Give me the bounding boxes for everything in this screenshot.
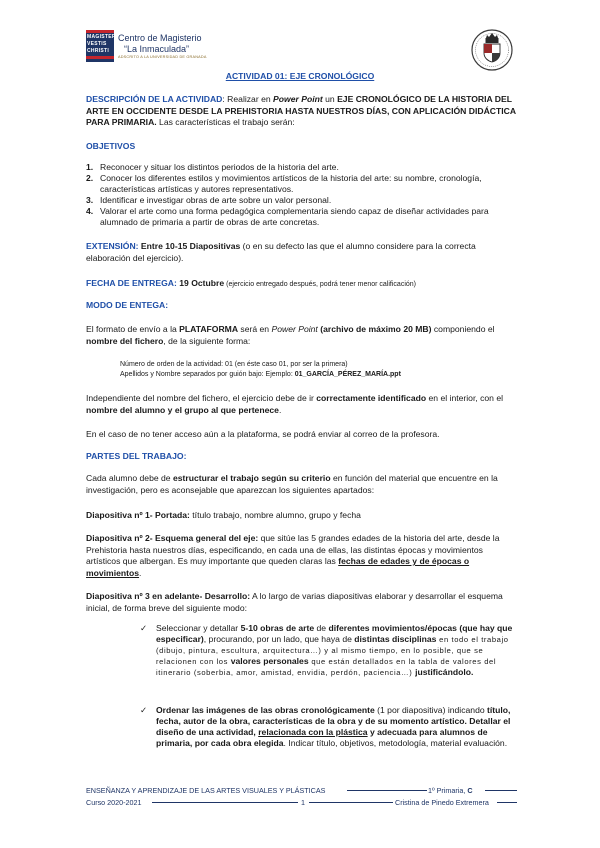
extension-note: (o en su defecto las que el alumno considere para la correcta elaboración del ejercicio). [86,241,476,263]
slide-3-description [86,591,518,614]
objective-text: Identificar e investigar obras de arte sobre un valor personal. [100,195,332,205]
logo-line-2: VESTIS [87,41,107,47]
delivery-text: Independiente del nombre del fichero, el ejercicio debe de ir [86,393,317,403]
description-text-3: Las características el trabajo serán: [156,117,295,128]
check-icon: ✓ [140,705,148,715]
delivery-paragraph-1 [86,324,518,347]
max-size: (archivo de máximo 20 MB) [317,324,432,334]
delivery-text: , de la siguiente forma: [163,335,251,346]
item-text: , procurando, por un lado, que haya de [203,634,355,644]
description-label: DESCRIPCIÓN DE LA ACTIVIDAD [86,94,223,104]
footer-group [428,786,473,795]
footer-author: Cristina de Pinedo Extremera [395,798,489,807]
logo-line-1: MAGISTER [87,34,116,40]
item-bold: diferentes movimientos/épocas (que hay que especificar) [156,623,513,644]
slide-2-description [86,533,518,579]
slide-3-text: A lo largo de varias diapositivas elaborar y desarrollar el esquema inicial, de forma breve del siguiente modo: [86,591,503,613]
identified-label: correctamente identificado [316,393,427,403]
objective-number: 4. [86,206,94,216]
description-text-2: un [322,94,338,104]
page-title: ACTIVIDAD 01: EJE CRONOLÓGICO [225,71,375,81]
parts-text: Cada alumno debe de [86,473,173,483]
item-bold: 5-10 obras de arte [240,623,315,633]
objective-item [86,206,518,228]
item-bold: y adecuada para alumnos de primaria, por cada obra elegida [156,727,488,748]
delivery-text: será en [238,324,272,334]
objective-number: 1. [86,162,94,172]
item-text: Seleccionar y detallar [156,623,241,633]
objective-text: Valorar el arte como una forma pedagógica complementaria siendo capaz de diseñar actividades para alumnado de primaria a partir de obras de arte concretas. [100,206,489,227]
objective-text: Reconocer y situar los distintos periodos de la historia del arte. [100,162,339,172]
delivery-powerpoint: Power Point [271,324,318,334]
item-bold: distintas disciplinas [354,634,437,644]
description-powerpoint: Power Point [273,94,323,104]
logo-line-3: CHRISTI [87,48,110,54]
student-group-label: nombre del alumno y el grupo al que pertenece [86,404,279,415]
item-text: que están detallados en la tabla de valores del itinerario (soberbia, amor, amistad, envidia, perdón, paciencia…) [156,657,497,677]
delivery-heading: MODO DE ENTEGA: [86,300,169,310]
slide-2-end: . [139,567,142,578]
extension-value: Entre 10-15 Diapositivas [138,241,241,251]
deadline-label: FECHA DE ENTREGA: [86,278,177,288]
item-text: . Indicar título, objetivos, metodología, material evaluación. [283,738,508,748]
school-name [118,33,202,55]
item-text: (1 por diapositiva) indicando [374,705,488,715]
item-bold: justificándolo. [415,667,474,677]
item-underlined: relacionada con la plástica [258,727,368,737]
delivery-text: . [278,404,282,415]
footer-group-text: 1º Primaria, [428,786,468,795]
file-name-example: 01_GARCÍA_PÉREZ_MARÍA.ppt [294,371,401,378]
development-item-1 [140,623,518,678]
school-name-line-1: Centro de Magisterio [118,33,202,43]
platform-label: PLATAFORMA [179,324,239,334]
parts-intro [86,473,518,496]
parts-text: en función del material que encuentre en la investigación, pero es aconsejable que aparezcan los siguientes apartados: [86,473,498,495]
footer-page-number: 1 [301,798,305,807]
slide-3-label: Diapositiva nº 3 en adelante- Desarrollo: [86,591,251,601]
footer-group-letter: C [467,786,473,795]
deadline-paragraph [86,278,518,291]
file-name-rule-1: Número de orden de la actividad: 01 (en éste caso 01, por ser la primera) [120,361,348,368]
footer-rule [497,802,517,803]
objective-number: 3. [86,195,94,205]
item-text: en todo el trabajo (dibujo, pintura, escultura, arquitectura…) y al mismo tiempo, en lo posible, que se relacionen con los [156,635,509,666]
objective-item [86,195,518,206]
slide-2-label: Diapositiva nº 2- Esquema general del eje: [86,533,259,543]
objectives-heading: OBJETIVOS [86,141,136,151]
slide-2-emphasis: fechas de edades y de épocas o movimientos [86,556,470,578]
activity-description [86,94,518,129]
university-crest-icon [470,28,514,72]
objective-item [86,162,518,173]
development-item-2 [140,705,518,749]
footer-rule [347,790,427,791]
check-icon: ✓ [140,623,148,633]
footer-rule [309,802,393,803]
deadline-date: 19 Octubre [176,278,225,288]
objective-item [86,173,518,195]
delivery-paragraph-3: En el caso de no tener acceso aún a la plataforma, se podrá enviar al correo de la profesora. [86,429,440,439]
delivery-text: El formato de envío a la [86,324,180,334]
slide-1-description [86,510,518,522]
description-text-1: : Realizar en [222,94,274,104]
school-name-line-2: “La Inmaculada” [124,44,190,54]
school-affiliation: ADSCRITO A LA UNIVERSIDAD DE GRANADA [118,55,207,59]
item-text: de [314,623,329,633]
item-bold: Ordenar las imágenes de las obras cronológicamente [156,705,375,715]
delivery-paragraph-2 [86,393,518,416]
extension-label: EXTENSIÓN: [86,241,139,251]
item-bold: título, fecha, autor de la obra, características de la obra y de su momento artístico. Detallar el diseño de una actividad, [156,705,511,737]
footer-year: Curso 2020-2021 [86,798,142,807]
delivery-text: en el interior, con el [426,393,504,403]
footer-rule [152,802,298,803]
parts-heading: PARTES DEL TRABAJO: [86,451,187,461]
file-name-rule-text: Apellidos y Nombre separados por guión bajo: Ejemplo: [120,371,295,378]
description-main: EJE CRONOLÓGICO DE LA HISTORIA DEL ARTE EN OCCIDENTE DESDE LA PREHISTORIA HASTA NUESTROS DÍAS, CON APLICACIÓN DIDÁCTICA PARA PRIMARIA. [86,94,516,128]
file-name-label: nombre del fichero [86,335,164,346]
objectives-list [86,162,518,228]
deadline-note: (ejercicio entregado después, podrá tener menor calificación) [224,281,416,288]
school-logo [86,30,114,62]
footer-course: ENSEÑANZA Y APRENDIZAJE DE LAS ARTES VISUALES Y PLÁSTICAS [86,786,326,795]
objective-number: 2. [86,173,94,183]
item-bold: valores personales [230,656,309,666]
parts-structure: estructurar el trabajo según su criterio [172,473,331,483]
file-name-rule-2 [120,370,401,380]
objective-text: Conocer los diferentes estilos y movimientos artísticos de la historia del arte: su nombre, cronología, características artísticas y autores representativos. [100,173,482,194]
slide-1-text: título trabajo, nombre alumno, grupo y fecha [189,510,361,520]
delivery-text: componiendo el [431,324,495,334]
slide-1-label: Diapositiva nº 1- Portada: [86,510,190,520]
slide-2-text: que sitúe las 5 grandes edades de la historia del arte, desde la Prehistoria hasta nuestros días, especificando, en cada una de ellas, las distintas épocas y movimientos artísticos que albergan. Es muy importante que queden claras las [86,533,500,567]
extension-paragraph [86,241,518,264]
footer-rule [485,790,517,791]
